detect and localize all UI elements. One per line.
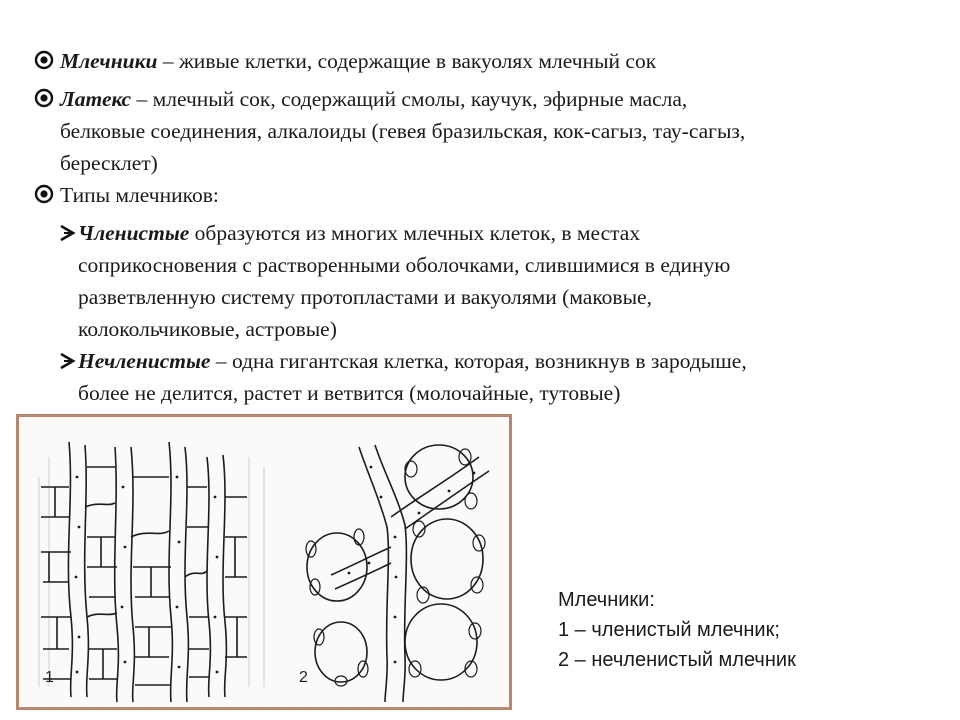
term-nonarticulated: Нечленистые — [78, 349, 211, 373]
figure-label-2: 2 — [299, 669, 308, 686]
bullet-text: – одна гигантская клетка, которая, возникнув в зародыше, — [210, 349, 747, 373]
bullet-text: соприкосновения с растворенными оболочками, слившимися в единую — [78, 253, 731, 277]
latex-dots — [75, 476, 219, 674]
caption-item-1: 1 – членистый млечник; — [558, 619, 780, 641]
term-latex: Латекс — [60, 87, 132, 111]
arrow-bullet-icon — [58, 351, 78, 371]
bullet-text: белковые соединения, алкалоиды (гевея бразильская, кок-сагыз, тау-сагыз, — [60, 119, 746, 143]
nonarticulated-laticifer-drawing — [306, 445, 489, 702]
caption-item-2: 2 – нечленистый млечник — [558, 649, 796, 671]
term-milkers: Млечники — [60, 49, 158, 73]
arrow-bullet-icon — [58, 223, 78, 243]
bullet-text: более не делится, растет и ветвится (молочайные, тутовые) — [78, 381, 621, 405]
articulated-laticifer-drawing — [39, 442, 264, 702]
term-articulated: Членистые — [78, 221, 190, 245]
circle-bullet-icon — [34, 88, 54, 108]
bullet-text: Типы млечников: — [60, 183, 219, 207]
circle-bullet-icon — [34, 184, 54, 204]
circle-bullet-icon — [34, 50, 54, 70]
figure-label-1: 1 — [45, 669, 54, 686]
caption-title: Млечники: — [558, 589, 655, 611]
bullet-text: образуются из многих млечных клеток, в местах — [189, 221, 641, 245]
bullet-text: – млечный сок, содержащий смолы, каучук, эфирные масла, — [131, 87, 688, 111]
laticifer-figure — [16, 414, 512, 710]
bullet-text: – живые клетки, содержащие в вакуолях млечный сок — [157, 49, 657, 73]
laticifer-drawing — [19, 417, 509, 707]
bullet-text: бересклет) — [60, 151, 158, 175]
bullet-text: колокольчиковые, астровые) — [78, 317, 337, 341]
bullet-text: разветвленную систему протопластами и вакуолями (маковые, — [78, 285, 652, 309]
